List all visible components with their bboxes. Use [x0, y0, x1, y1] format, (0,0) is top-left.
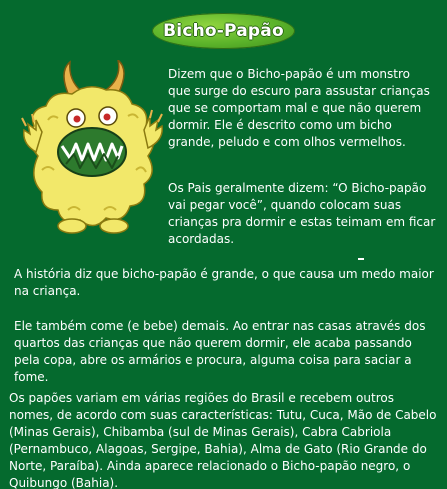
regions-paragraph: Os papões variam em várias regiões do Brasil e recebem outros nomes, de acordo com suas características: Tutu, Cuca, Mão de Cabelo (Minas Gerais), Chibamba (sul de Minas Gerais), Cabra Cabriola (Pernambuco, Alagoas, Sergipe, Bahia), Alma de Gato (Rio Grande do Norte, Paraíba). Ainda aparece relacionado o Bicho-papão negro, o Quibungo (Bahia). — [9, 391, 437, 489]
intro-paragraph: Dizem que o Bicho-papão é um monstro que surge do escuro para assustar crianças que se comportam mal e que não querem dormir. Ele é descrito como um bicho grande, peludo e com olhos vermelhos. — [168, 67, 430, 149]
monster-icon — [18, 60, 168, 240]
page-title: Bicho-Papão — [163, 21, 284, 41]
parents-paragraph: Os Pais geralmente dizem: “O Bicho-papão vai pegar você”, quando colocam suas crianças pra dormir e estas teimam em ficar acordadas. — [168, 181, 436, 246]
divider-mark — [358, 258, 364, 260]
story-paragraph: A história diz que bicho-papão é grande, o que causa um medo maior na criança. — [14, 267, 434, 298]
eating-paragraph: Ele também come (e bebe) demais. Ao entrar nas casas através dos quartos das crianças que não querem dormir, ele acaba passando pela copa, abre os armários e procura, alguma coisa para saciar a fome. — [14, 319, 426, 384]
title-badge — [152, 13, 295, 49]
